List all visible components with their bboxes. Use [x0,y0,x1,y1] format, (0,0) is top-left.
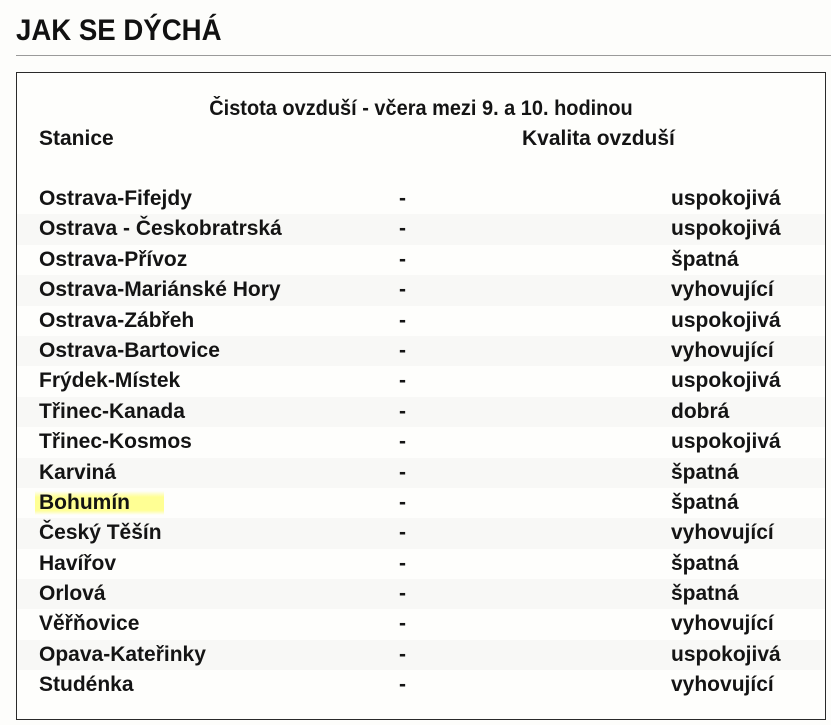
air-quality-value: špatná [671,582,739,606]
station-name: Frýdek-Místek [39,369,181,393]
separator-dash: - [399,217,406,241]
table-row [17,214,825,244]
table-row [17,397,825,427]
column-header-quality: Kvalita ovzduší [522,127,675,150]
station-name: Havířov [39,551,117,575]
table-row [17,306,825,336]
station-name: Český Těšín [39,521,162,545]
station-name: Ostrava-Mariánské Hory [39,278,281,302]
table-body [17,184,825,701]
table-row [17,640,825,670]
table-row [17,488,825,518]
separator-dash: - [399,612,406,636]
station-name: Ostrava - Českobratrská [39,217,282,241]
air-quality-value: vyhovující [671,521,774,545]
headline-rule [16,55,831,56]
separator-dash: - [399,582,406,606]
separator-dash: - [399,642,406,666]
separator-dash: - [399,521,406,545]
station-name: Ostrava-Bartovice [39,338,220,362]
station-name: Karviná [39,460,117,484]
separator-dash: - [399,551,406,575]
table-row [17,670,825,700]
air-quality-value: špatná [671,460,739,484]
station-name: Ostrava-Přívoz [39,247,188,271]
air-quality-value: uspokojivá [671,430,781,454]
column-header-station: Stanice [39,127,114,150]
separator-dash: - [399,673,406,697]
separator-dash: - [399,490,406,514]
table-row [17,275,825,305]
table-row [17,245,825,275]
air-quality-value: uspokojivá [671,187,781,210]
station-name: Ostrava-Fifejdy [39,187,192,210]
table-row [17,549,825,579]
table-row [17,336,825,366]
air-quality-value: uspokojivá [671,369,781,393]
station-name: Třinec-Kosmos [39,430,192,454]
table-row [17,579,825,609]
separator-dash: - [399,430,406,454]
air-quality-table [16,72,826,720]
air-quality-value: vyhovující [671,338,774,362]
station-name: Opava-Kateřinky [39,642,206,666]
separator-dash: - [399,247,406,271]
station-name: Bohumín [35,491,164,515]
station-name: Studénka [39,673,134,697]
table-row [17,609,825,639]
air-quality-value: vyhovující [671,612,774,636]
air-quality-value: uspokojivá [671,642,781,666]
table-row [17,427,825,457]
air-quality-value: dobrá [671,399,730,423]
air-quality-value: vyhovující [671,278,774,302]
table-row [17,366,825,396]
air-quality-value: špatná [671,551,739,575]
table-row [17,184,825,214]
air-quality-value: špatná [671,247,739,271]
air-quality-value: špatná [671,490,739,514]
station-name: Orlová [39,582,106,606]
air-quality-value: uspokojivá [671,217,781,241]
separator-dash: - [399,338,406,362]
separator-dash: - [399,308,406,332]
station-name: Ostrava-Zábřeh [39,308,195,332]
headline: JAK SE DÝCHÁ [16,14,222,47]
separator-dash: - [399,369,406,393]
station-name: Věřňovice [39,612,140,636]
separator-dash: - [399,187,406,210]
air-quality-value: uspokojivá [671,308,781,332]
station-name: Třinec-Kanada [39,399,185,423]
table-row [17,458,825,488]
separator-dash: - [399,399,406,423]
separator-dash: - [399,460,406,484]
table-caption: Čistota ovzduší - včera mezi 9. a 10. hodinou [209,97,633,120]
separator-dash: - [399,278,406,302]
table-row [17,518,825,548]
air-quality-value: vyhovující [671,673,774,697]
